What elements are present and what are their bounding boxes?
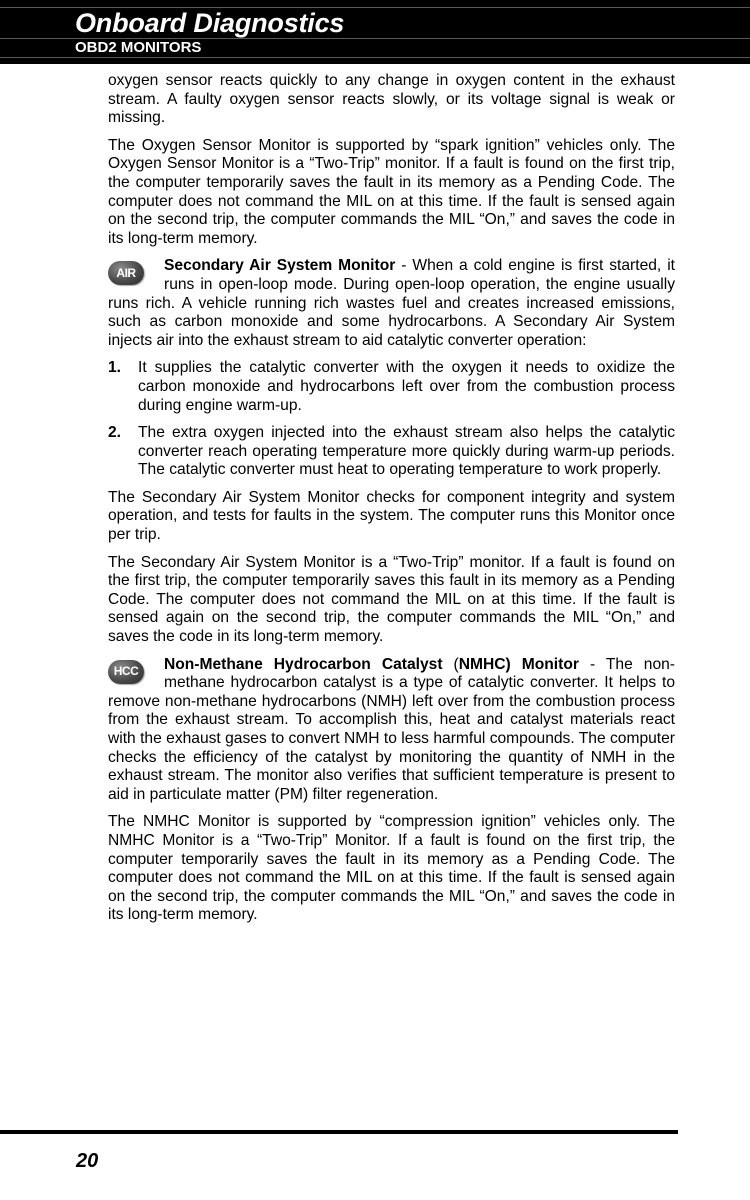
page-number: 20 <box>76 1150 99 1172</box>
list-text: It supplies the catalytic converter with the oxygen it needs to oxidize the carbon monoxide and hydrocarbons left over from the combustion process during engine warm-up. <box>138 359 675 414</box>
nmhc-title-a: Non-Methane Hydrocarbon Catalyst <box>164 655 443 673</box>
list-item <box>108 359 675 415</box>
hcc-badge: HCC <box>108 660 144 684</box>
secondary-air-list <box>108 359 675 480</box>
secondary-air-section <box>108 257 675 350</box>
nmhc-section <box>108 656 675 805</box>
nmhc-title-paren: ( <box>442 655 459 673</box>
nmhc-title-b: NMHC) Monitor <box>458 655 579 673</box>
paragraph-oxygen-intro: oxygen sensor reacts quickly to any change in oxygen content in the exhaust stream. A faulty oxygen sensor reacts slowly, or its voltage signal is weak or missing. <box>108 72 675 127</box>
secondary-air-text: - When a cold engine is first started, it runs in open-loop mode. During open-loop operation, the engine usually runs rich. A vehicle running rich wastes fuel and creates increased emissions, such as carbon monoxide and some hydrocarbons. A Secondary Air System injects air into the exhaust stream to aid catalytic converter operation: <box>108 257 676 349</box>
paragraph-air-two-trip: The Secondary Air System Monitor is a “Two-Trip” monitor. If a fault is found on the first trip, the computer temporarily saves this fault in its memory as a Pending Code. The computer does not command the MIL on at this time. If the fault is sensed again on the second trip, the computer commands the MIL “On,” and saves the code in its long-term memory. <box>108 553 675 646</box>
nmhc-monitor-icon <box>108 660 148 685</box>
paragraph-oxygen-support: The Oxygen Sensor Monitor is supported by “spark ignition” vehicles only. The Oxygen Sensor Monitor is a “Two-Trip” monitor. If a fault is found on the first trip, the computer temporarily saves the fault in its memory as a Pending Code. The computer does not command the MIL on at this time. If the fault is sensed again on the second trip, the computer commands the MIL “On,” and saves the code in its long-term memory. <box>108 136 675 247</box>
section-subtitle: OBD2 MONITORS <box>75 39 202 56</box>
page-body <box>108 72 675 934</box>
secondary-air-title: Secondary Air System Monitor <box>164 257 396 275</box>
nmhc-text: - The non-methane hydrocarbon catalyst is a type of catalytic converter. It helps to remove non-methane hydrocarbons (NMH) left over from the combustion process from the exhaust stream. To accomplish this, heat and catalyst materials react with the exhaust gases to convert NMH to less harmful compounds. The computer checks the efficiency of the catalyst by monitoring the quantity of NMH in the exhaust stream. The monitor also verifies that sufficient temperature is present to aid in particulate matter (PM) filter regeneration. <box>108 655 675 803</box>
paragraph-air-checks: The Secondary Air System Monitor checks for component integrity and system operation, and tests for faults in the system. The computer runs this Monitor once per trip. <box>108 488 675 544</box>
air-badge: AIR <box>108 261 144 285</box>
list-text: The extra oxygen injected into the exhaust stream also helps the catalytic converter reach operating temperature more quickly during warm-up periods. The catalytic converter must heat to operating temperature to work properly. <box>138 424 675 479</box>
air-monitor-icon <box>108 261 148 286</box>
header-rule <box>0 57 750 58</box>
list-number: 2. <box>108 424 122 442</box>
list-number: 1. <box>108 359 122 377</box>
page-header <box>0 0 750 64</box>
list-item <box>108 424 675 480</box>
paragraph-nmhc-support: The NMHC Monitor is supported by “compression ignition” vehicles only. The NMHC Monitor is a “Two-Trip” Monitor. If a fault is found on the first trip, the computer temporarily saves the fault in its memory as a Pending Code. The computer does not command the MIL on at this time. If the fault is sensed again on the second trip, the computer commands the MIL “On,” and saves the code in its long-term memory. <box>108 813 675 924</box>
chapter-title: Onboard Diagnostics <box>75 8 345 38</box>
footer-rule <box>0 1130 678 1134</box>
